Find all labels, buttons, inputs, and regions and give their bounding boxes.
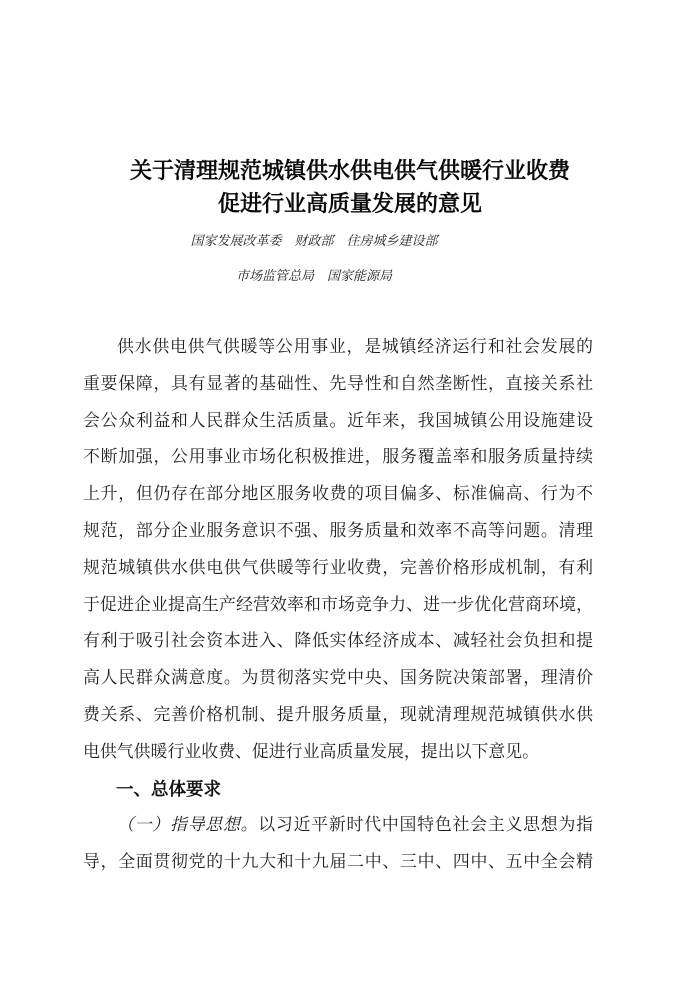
body-text-line: 电供气供暖行业收费、促进行业高质量发展，提出以下意见。: [83, 741, 540, 761]
section-heading-1: 一、总体要求: [116, 778, 221, 799]
body-text-line: 上升，但仍存在部分地区服务收费的项目偏多、标准偏高、行为不: [83, 484, 593, 504]
document-title-line-2: 促进行业高质量发展的意见: [217, 191, 482, 216]
document-body: [83, 329, 593, 881]
body-text-line: 会公众利益和人民群众生活质量。近年来，我国城镇公用设施建设: [83, 410, 593, 430]
body-text-line: 费关系、完善价格机制、提升服务质量，现就清理规范城镇供水供: [83, 704, 593, 724]
body-text-line: 高人民群众满意度。为贯彻落实党中央、国务院决策部署，理清价: [83, 668, 593, 688]
body-text-line: 导，全面贯彻党的十九大和十九届二中、三中、四中、五中全会精: [83, 852, 593, 872]
issuing-agencies-line-2: 市场监管总局 国家能源局: [235, 268, 392, 283]
document-title-line-1: 关于清理规范城镇供水供电供气供暖行业收费: [129, 158, 570, 183]
sub-paragraph-1-following: [83, 844, 593, 881]
body-text-line: 规范城镇供水供电供气供暖等行业收费，完善价格形成机制，有利: [83, 557, 593, 577]
document-title: [0, 0, 700, 220]
body-text-line: 供水供电供气供暖等公用事业，是城镇经济运行和社会发展的: [117, 337, 593, 356]
sub-paragraph-1-lead: （一）指导思想。: [117, 815, 259, 835]
sub-paragraph-1-first-line-rest: 以习近平新时代中国特色社会主义思想为指: [258, 815, 593, 835]
body-text-line: 重要保障，具有显著的基础性、先导性和自然垄断性，直接关系社: [83, 373, 593, 393]
body-text-line: 于促进企业提高生产经营效率和市场竞争力、进一步优化营商环境，: [83, 594, 593, 614]
body-text-line: 规范，部分企业服务意识不强、服务质量和效率不高等问题。清理: [83, 520, 593, 540]
issuing-agencies: [0, 223, 628, 293]
intro-paragraph: [83, 329, 593, 771]
sub-paragraph-1-first-line: [83, 807, 593, 844]
issuing-agencies-line-1: 国家发展改革委 财政部 住房城乡建设部: [190, 233, 438, 248]
body-text-line: 不断加强，公用事业市场化积极推进，服务覆盖率和服务质量持续: [83, 447, 593, 467]
sub-paragraph-1: [83, 807, 593, 881]
body-text-line: 有利于吸引社会资本进入、降低实体经济成本、减轻社会负担和提: [83, 631, 593, 651]
